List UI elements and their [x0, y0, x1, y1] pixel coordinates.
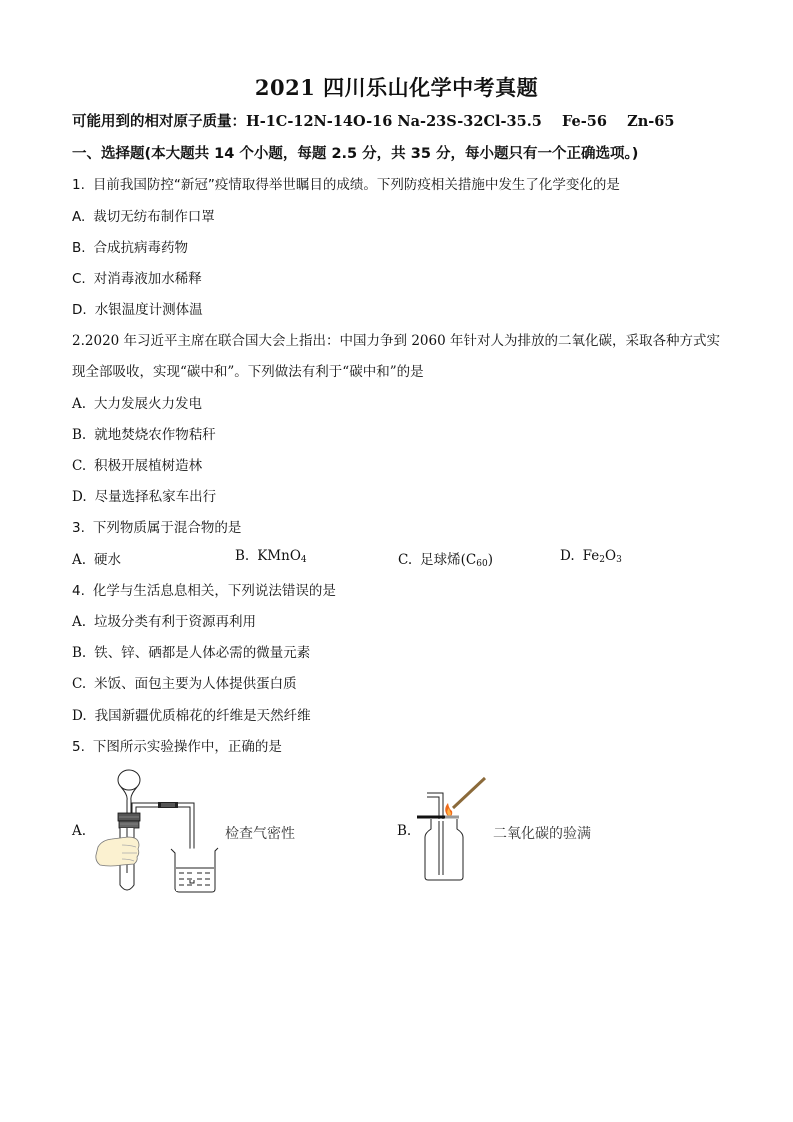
question-1-option-b: B. 合成抗病毒药物	[72, 240, 189, 256]
question-5-option-a-label: A.	[72, 823, 87, 839]
question-2-stem-line2: 现全部吸收，实现“碳中和”。下列做法有利于“碳中和”的是	[72, 364, 424, 380]
question-5-option-b-caption: 二氧化碳的验满	[493, 826, 591, 842]
airtightness-check-apparatus-figure	[92, 765, 232, 895]
question-3-option-d: D. $Fe_2O_3$	[560, 548, 622, 565]
atomic-masses-label: 可能用到的相对原子质量：	[72, 114, 246, 130]
question-1-stem: 1. 目前我国防控“新冠”疫情取得举世瞩目的成绩。下列防疫相关措施中发生了化学变化的是	[72, 177, 620, 193]
question-2-stem-line1: 2.2020 年习近平主席在联合国大会上指出：中国力争到 2060 年针对人为排放的二氧化碳，采取各种方式实	[72, 333, 720, 349]
question-4-option-b: B. 铁、锌、硒都是人体必需的微量元素	[72, 645, 311, 661]
question-3-stem: 3. 下列物质属于混合物的是	[72, 520, 242, 536]
question-1-option-d: D. 水银温度计测体温	[72, 302, 203, 318]
question-5-stem: 5. 下图所示实验操作中，正确的是	[72, 739, 282, 755]
question-5-option-a-caption: 检查气密性	[225, 826, 295, 842]
co2-full-test-bottle-figure	[415, 775, 495, 885]
question-2-option-d: D. 尽量选择私家车出行	[72, 489, 217, 505]
question-4-option-d: D. 我国新疆优质棉花的纤维是天然纤维	[72, 708, 311, 724]
question-1-option-c: C. 对消毒液加水稀释	[72, 271, 202, 287]
question-3-option-b: B. KMnO$_4$	[235, 548, 307, 565]
page-title: 2021 四川乐山化学中考真题	[254, 75, 539, 100]
question-4-option-a: A. 垃圾分类有利于资源再利用	[72, 614, 257, 630]
question-3-option-a: A. 硬水	[72, 552, 122, 568]
question-5-option-b-label: B.	[397, 823, 412, 839]
question-2-option-a: A. 大力发展火力发电	[72, 396, 203, 412]
question-3-option-c: C. 足球烯$(C_{60})$	[398, 552, 493, 569]
question-1-option-a: A. 裁切无纺布制作口罩	[72, 209, 215, 225]
atomic-masses-line	[72, 110, 674, 131]
atomic-masses-values: H-1C-12N-14O-16 Na-23S-32Cl-35.5 Fe-56 Zn-65	[246, 113, 675, 130]
question-2-option-b: B. 就地焚烧农作物秸秆	[72, 427, 216, 443]
section-heading: 一、选择题(本大题共 14 个小题，每题 2.5 分，共 35 分，每小题只有一个正确选项。)	[72, 146, 639, 162]
question-2-option-c: C. 积极开展植树造林	[72, 458, 203, 474]
question-4-option-c: C. 米饭、面包主要为人体提供蛋白质	[72, 676, 297, 692]
question-4-stem: 4. 化学与生活息息相关，下列说法错误的是	[72, 583, 336, 599]
